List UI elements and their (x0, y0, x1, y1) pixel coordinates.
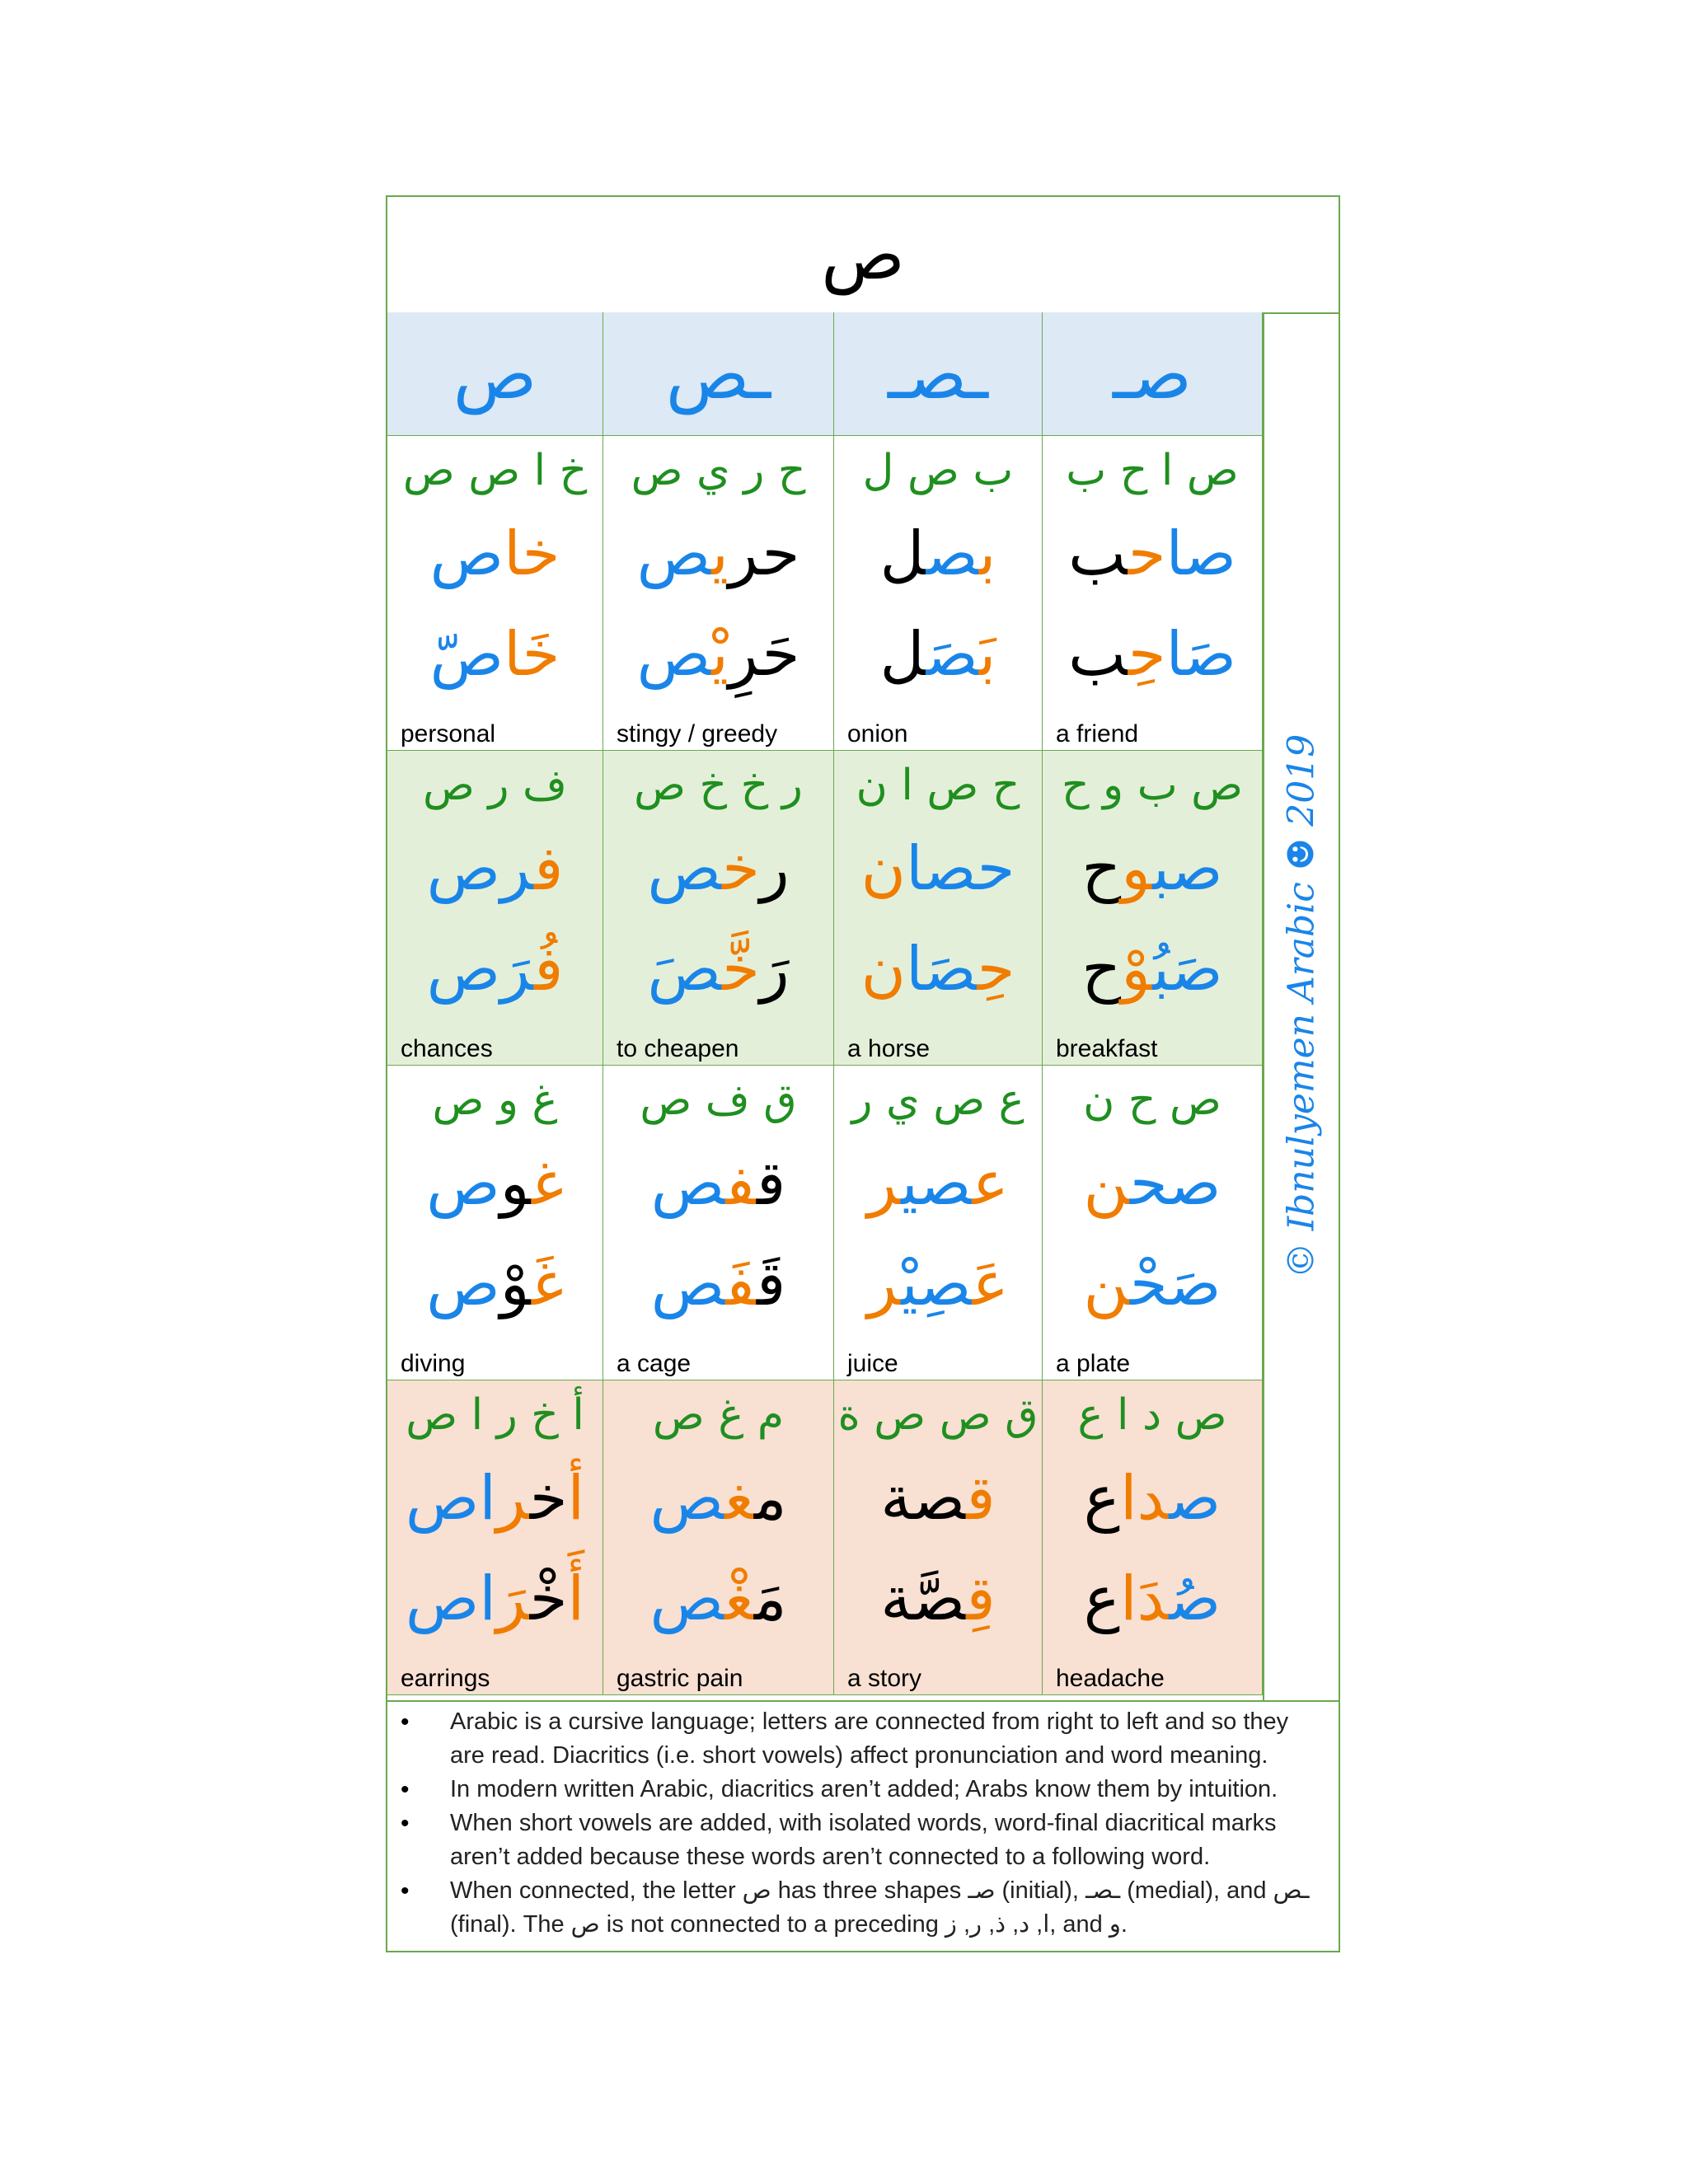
word-segment: يْ (711, 619, 729, 690)
word-plain (1043, 1463, 1262, 1534)
word-segment: قَ (756, 1249, 786, 1319)
spelled-letters: ح ر ي ص (631, 446, 806, 495)
word-plain (387, 1463, 603, 1534)
spelled-letters: غ و ص (432, 1076, 558, 1125)
word-segment: وْ (1121, 934, 1153, 1005)
word-segment: ب (1068, 619, 1128, 690)
spelled-letters: ق ف ص (640, 1076, 797, 1125)
notes-list (387, 1705, 1339, 1942)
english-meaning: to cheapen (617, 1035, 739, 1062)
word-segment: خَّ (722, 934, 760, 1005)
word-vowelled (387, 1563, 603, 1634)
word-cell (834, 436, 1043, 751)
shape-isolated: ص (387, 312, 603, 436)
word-segment: ف (725, 1148, 757, 1219)
word-segment: صة (880, 1463, 967, 1534)
word-vowelled (387, 934, 603, 1005)
word-segment: ص (1169, 1463, 1221, 1534)
word-plain (834, 1463, 1042, 1534)
word-plain (834, 833, 1042, 904)
english-meaning: a horse (847, 1035, 931, 1062)
word-vowelled (834, 1563, 1042, 1634)
word-segment: فَ (725, 1249, 757, 1319)
word-plain (1043, 518, 1262, 589)
word-segment: ص (926, 518, 979, 589)
word-segment: دا (1119, 1463, 1170, 1534)
word-segment: و (499, 1148, 532, 1219)
english-meaning: stingy / greedy (617, 720, 778, 748)
word-segment: رَ (495, 1563, 530, 1634)
shape-initial: صـ (1043, 312, 1263, 436)
spelled-letters: ف ر ص (423, 761, 567, 810)
word-vowelled (603, 1563, 833, 1634)
word-segment: قِ (966, 1563, 996, 1634)
word-segment: فُ (533, 934, 564, 1005)
word-segment: صي (901, 1148, 973, 1219)
word-plain (387, 518, 603, 589)
english-meaning: earrings (401, 1665, 490, 1692)
letter-shapes-row (387, 312, 1263, 436)
english-meaning: personal (401, 720, 496, 748)
word-segment: غ (532, 1148, 564, 1219)
word-segment: رَ (759, 934, 790, 1005)
word-segment: أ (567, 1463, 585, 1534)
english-meaning: a plate (1056, 1350, 1131, 1377)
word-segment: ح (1081, 833, 1122, 904)
english-meaning: a story (847, 1665, 922, 1692)
word-segment: ق (966, 1463, 996, 1534)
word-segment: ر (495, 1463, 530, 1534)
word-cell (387, 436, 603, 751)
word-vowelled (1043, 1563, 1262, 1634)
spelled-letters: أ خ ر ا ص (406, 1390, 584, 1440)
spelled-letters: ر خ خ ص (634, 761, 803, 810)
word-segment: صا (1165, 518, 1236, 589)
word-segment: صَا (1165, 619, 1236, 690)
word-segment: ص (649, 1463, 725, 1534)
word-vowelled (387, 619, 603, 690)
word-vowelled (603, 619, 833, 690)
word-segment: خَا (504, 619, 560, 690)
word-segment: ق (756, 1148, 786, 1219)
word-segment: حِ (977, 934, 1015, 1005)
word-vowelled (603, 1249, 833, 1319)
word-segment: ن (860, 833, 906, 904)
word-segment: صَ (926, 619, 979, 690)
word-segment: خ (722, 833, 760, 904)
word-segment: ل (879, 619, 926, 690)
english-meaning: a friend (1056, 720, 1139, 748)
word-segment: وْ (499, 1249, 532, 1319)
word-vowelled (387, 1249, 603, 1319)
word-segment: ن (860, 934, 906, 1005)
word-plain (603, 518, 833, 589)
spelled-letters: خ ا ص ص (402, 446, 588, 495)
word-grid (387, 312, 1263, 1695)
word-segment: رَص (426, 934, 534, 1005)
word-cell (1043, 1380, 1263, 1695)
word-segment: صب (1152, 833, 1223, 904)
word-segment: حَرِ (728, 619, 800, 690)
word-segment: ص (426, 1249, 500, 1319)
note-item: • When connected, the letter ص has three shapes صـ (initial), ـصـ (medial), and ـص (final). The ص is not connected to a preceding ا, د, ذ, ر, ز, and و. (387, 1874, 1322, 1942)
note-item: • Arabic is a cursive language; letters are connected from right to left and so they are read. Diacritics (i.e. short vowels) affect pronunciation and word meaning. (387, 1705, 1322, 1773)
word-segment: حِ (1128, 619, 1166, 690)
word-segment: ص (649, 1563, 725, 1634)
page-title: ص (387, 197, 1339, 314)
word-row (387, 1380, 1263, 1695)
word-segment: صَ (647, 934, 723, 1005)
note-item: • When short vowels are added, with isolated words, word-final diacritical marks aren’t added because these words aren’t connected to a following word. (387, 1807, 1322, 1874)
word-segment: ح (1081, 934, 1122, 1005)
word-segment: ع (1083, 1563, 1120, 1634)
word-segment: ص (426, 1148, 500, 1219)
word-segment: ح (977, 833, 1015, 904)
copyright-vertical (1263, 312, 1339, 1700)
word-segment: غَ (532, 1249, 564, 1319)
word-vowelled (1043, 1249, 1262, 1319)
english-meaning: onion (847, 720, 908, 748)
notes-section (387, 1700, 1339, 1942)
word-segment: ص (650, 1148, 726, 1219)
english-meaning: gastric pain (617, 1665, 743, 1692)
word-segment: ص (647, 833, 723, 904)
word-segment: خا (504, 518, 560, 589)
spelled-letters: ص ح ن (1083, 1076, 1221, 1125)
word-segment: ي (711, 518, 729, 589)
word-segment: ف (533, 833, 564, 904)
word-segment: صَحْ (1129, 1249, 1221, 1319)
word-segment: صح (1129, 1148, 1221, 1219)
word-cell (1043, 751, 1263, 1066)
copyright-text: © Ibnulyemen Arabic ☻ 2019 (1280, 733, 1323, 1279)
spelled-letters: ق ص ص ة (837, 1390, 1039, 1440)
word-segment: صَبُ (1152, 934, 1223, 1005)
english-meaning: breakfast (1056, 1035, 1158, 1062)
word-segment: عَ (972, 1249, 1009, 1319)
word-segment: اص (405, 1563, 496, 1634)
word-segment: و (1121, 833, 1153, 904)
word-vowelled (1043, 619, 1262, 690)
word-segment: ص (636, 518, 712, 589)
word-segment: دَا (1119, 1563, 1170, 1634)
word-plain (1043, 833, 1262, 904)
word-cell (834, 751, 1043, 1066)
english-meaning: diving (401, 1350, 466, 1377)
word-plain (1043, 1148, 1262, 1219)
word-segment: ع (1083, 1463, 1120, 1534)
word-cell (603, 751, 834, 1066)
spelled-letters: م غ ص (652, 1390, 785, 1440)
word-plain (603, 1463, 833, 1534)
letter-chart-sheet (386, 195, 1340, 1952)
shape-medial: ـصـ (834, 312, 1043, 436)
english-meaning: headache (1056, 1665, 1165, 1692)
word-vowelled (834, 934, 1042, 1005)
word-segment: صِيْ (901, 1249, 973, 1319)
spelled-letters: ح ص ا ن (856, 761, 1020, 810)
word-segment: مَ (753, 1563, 787, 1634)
word-plain (834, 518, 1042, 589)
word-cell (1043, 1066, 1263, 1380)
spelled-letters: ص د ا ع (1077, 1390, 1227, 1440)
word-segment: ر (759, 833, 790, 904)
word-vowelled (834, 619, 1042, 690)
word-cell (603, 1380, 834, 1695)
word-segment: غ (724, 1463, 754, 1534)
word-segment: ص (429, 518, 504, 589)
shape-final: ـص (603, 312, 834, 436)
english-meaning: juice (847, 1350, 898, 1377)
word-segment: ب (1068, 518, 1128, 589)
spelled-letters: ب ص ل (862, 446, 1014, 495)
word-cell (1043, 436, 1263, 751)
word-vowelled (603, 934, 833, 1005)
word-segment: رص (426, 833, 534, 904)
word-segment: ن (1083, 1148, 1130, 1219)
word-segment: م (753, 1463, 787, 1534)
word-row (387, 1066, 1263, 1380)
word-cell (387, 751, 603, 1066)
word-row (387, 436, 1263, 751)
word-segment: ص (650, 1249, 726, 1319)
spelled-letters: ع ص ي ر (851, 1076, 1025, 1125)
english-meaning: a cage (617, 1350, 692, 1377)
word-segment: صَّة (880, 1563, 967, 1634)
word-segment: بَ (978, 619, 996, 690)
word-segment: صا (905, 833, 978, 904)
word-cell (834, 1380, 1043, 1695)
word-segment: ب (978, 518, 996, 589)
word-segment: ح (1128, 518, 1166, 589)
word-segment: اص (405, 1463, 496, 1534)
word-plain (387, 1148, 603, 1219)
word-vowelled (834, 1249, 1042, 1319)
word-cell (387, 1380, 603, 1695)
word-plain (603, 833, 833, 904)
english-meaning: chances (401, 1035, 493, 1062)
word-segment: صُ (1169, 1563, 1221, 1634)
word-segment: ر (867, 1249, 902, 1319)
word-cell (603, 436, 834, 751)
word-segment: ص (636, 619, 712, 690)
word-segment: ر (867, 1148, 902, 1219)
word-segment: صّ (429, 619, 504, 690)
word-row (387, 751, 1263, 1066)
word-rows (387, 436, 1263, 1695)
word-segment: ع (972, 1148, 1009, 1219)
word-vowelled (1043, 934, 1262, 1005)
word-segment: صَا (905, 934, 978, 1005)
word-segment: ل (879, 518, 926, 589)
word-plain (834, 1148, 1042, 1219)
word-segment: خ (529, 1463, 568, 1534)
spelled-letters: ص ا ح ب (1066, 446, 1239, 495)
word-segment: أَ (567, 1563, 585, 1634)
word-segment: ن (1083, 1249, 1130, 1319)
note-item: • In modern written Arabic, diacritics aren’t added; Arabs know them by intuition. (387, 1773, 1322, 1807)
word-plain (387, 833, 603, 904)
word-segment: حر (728, 518, 800, 589)
word-cell (387, 1066, 603, 1380)
word-plain (603, 1148, 833, 1219)
word-segment: خْ (529, 1563, 568, 1634)
word-segment: غْ (724, 1563, 754, 1634)
spelled-letters: ص ب و ح (1061, 761, 1244, 810)
word-cell (834, 1066, 1043, 1380)
word-cell (603, 1066, 834, 1380)
